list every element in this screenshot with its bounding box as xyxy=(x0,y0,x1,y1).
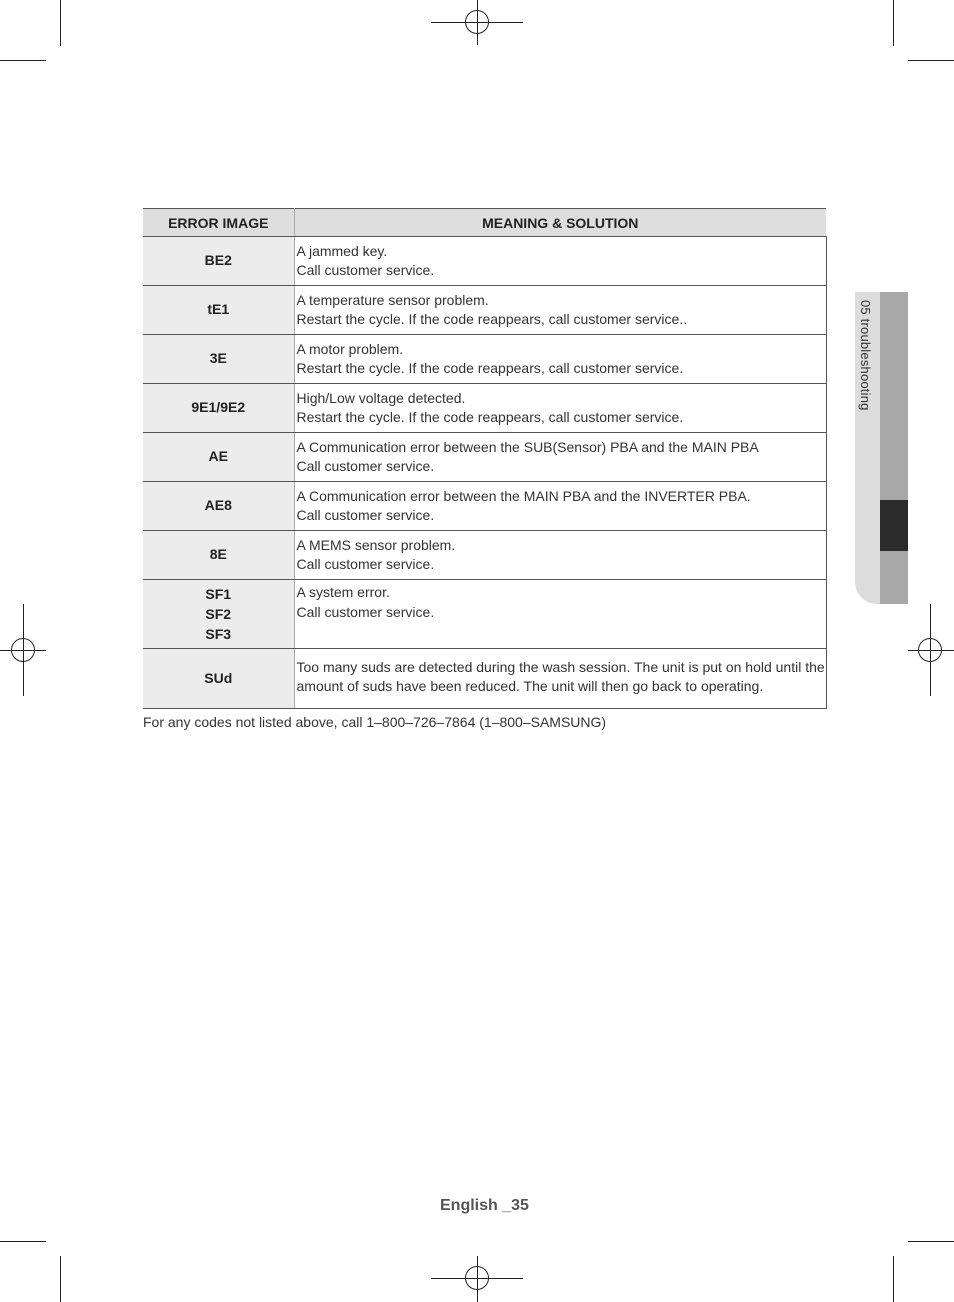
meaning-line: A temperature sensor problem. xyxy=(296,291,489,308)
table-row xyxy=(143,531,826,580)
meaning-line: A system error. xyxy=(296,584,390,600)
column-header-error-image: ERROR IMAGE xyxy=(143,209,294,237)
column-header-meaning-solution: MEANING & SOLUTION xyxy=(294,209,826,237)
meaning-line: High/Low voltage detected. xyxy=(296,389,466,406)
table-row xyxy=(143,649,826,709)
error-code-cell xyxy=(143,433,294,482)
meaning-cell xyxy=(294,237,826,286)
meaning-cell xyxy=(294,482,826,531)
chapter-label: 05 troubleshooting xyxy=(858,300,873,411)
error-code: AE8 xyxy=(204,497,232,514)
solution-line: Call customer service. xyxy=(296,507,435,523)
solution-line: Call customer service. xyxy=(296,603,435,620)
meaning-line: A Communication error between the SUB(Sensor) PBA and the MAIN PBA xyxy=(296,438,759,455)
table-row xyxy=(143,335,826,384)
error-code-cell xyxy=(143,237,294,286)
meaning-cell xyxy=(294,649,826,709)
error-code: tE1 xyxy=(207,301,230,318)
solution-line: Call customer service. xyxy=(296,458,435,474)
solution-line: Call customer service. xyxy=(296,556,435,572)
meaning-cell xyxy=(294,384,826,433)
page-number: English _35 xyxy=(440,1197,529,1214)
error-code-cell xyxy=(143,580,294,649)
footnote: For any codes not listed above, call 1–800–726–7864 (1–800–SAMSUNG) xyxy=(143,714,607,730)
table-row xyxy=(143,433,826,482)
meaning-cell xyxy=(294,286,826,335)
solution-line: Call customer service. xyxy=(296,262,435,278)
error-code-cell xyxy=(143,482,294,531)
table-header-row xyxy=(143,209,826,237)
table-row xyxy=(143,482,826,531)
meaning-cell xyxy=(294,531,826,580)
meaning-line: A MEMS sensor problem. xyxy=(296,536,456,553)
error-code: SF3 xyxy=(205,626,232,642)
meaning-cell xyxy=(294,580,826,649)
error-code-table xyxy=(143,208,827,709)
meaning-cell xyxy=(294,433,826,482)
error-code-cell xyxy=(143,335,294,384)
error-code-cell xyxy=(143,286,294,335)
table-row xyxy=(143,580,826,649)
error-code-cell xyxy=(143,649,294,709)
error-code: 9E1/9E2 xyxy=(191,399,246,416)
error-code-cell xyxy=(143,384,294,433)
solution-line: Restart the cycle. If the code reappears, call customer service. xyxy=(296,360,684,376)
table-row xyxy=(143,286,826,335)
meaning-line: A jammed key. xyxy=(296,242,388,259)
error-code: SUd xyxy=(204,669,233,686)
error-code: 8E xyxy=(209,546,227,563)
solution-line: Restart the cycle. If the code reappears, call customer service. xyxy=(296,409,684,425)
error-code-cell xyxy=(143,531,294,580)
error-code: 3E xyxy=(209,350,227,367)
error-code: AE xyxy=(208,448,228,465)
chapter-tab-strip xyxy=(880,292,908,500)
meaning-cell xyxy=(294,335,826,384)
table-row xyxy=(143,237,826,286)
chapter-tab-strip-lower xyxy=(880,551,908,604)
meaning-line: A Communication error between the MAIN PBA and the INVERTER PBA. xyxy=(296,487,751,504)
solution-line: Restart the cycle. If the code reappears, call customer service.. xyxy=(296,311,688,327)
meaning-line: A motor problem. xyxy=(296,340,404,357)
error-code: SF1 xyxy=(205,586,232,602)
meaning-line: Too many suds are detected during the wash session. The unit is put on hold until the amount of suds have been reduced. The unit will then go back to operating. xyxy=(296,659,825,694)
error-code: SF2 xyxy=(205,606,232,622)
chapter-tab-active-marker xyxy=(880,500,908,551)
table-row xyxy=(143,384,826,433)
error-code: BE2 xyxy=(204,252,232,269)
